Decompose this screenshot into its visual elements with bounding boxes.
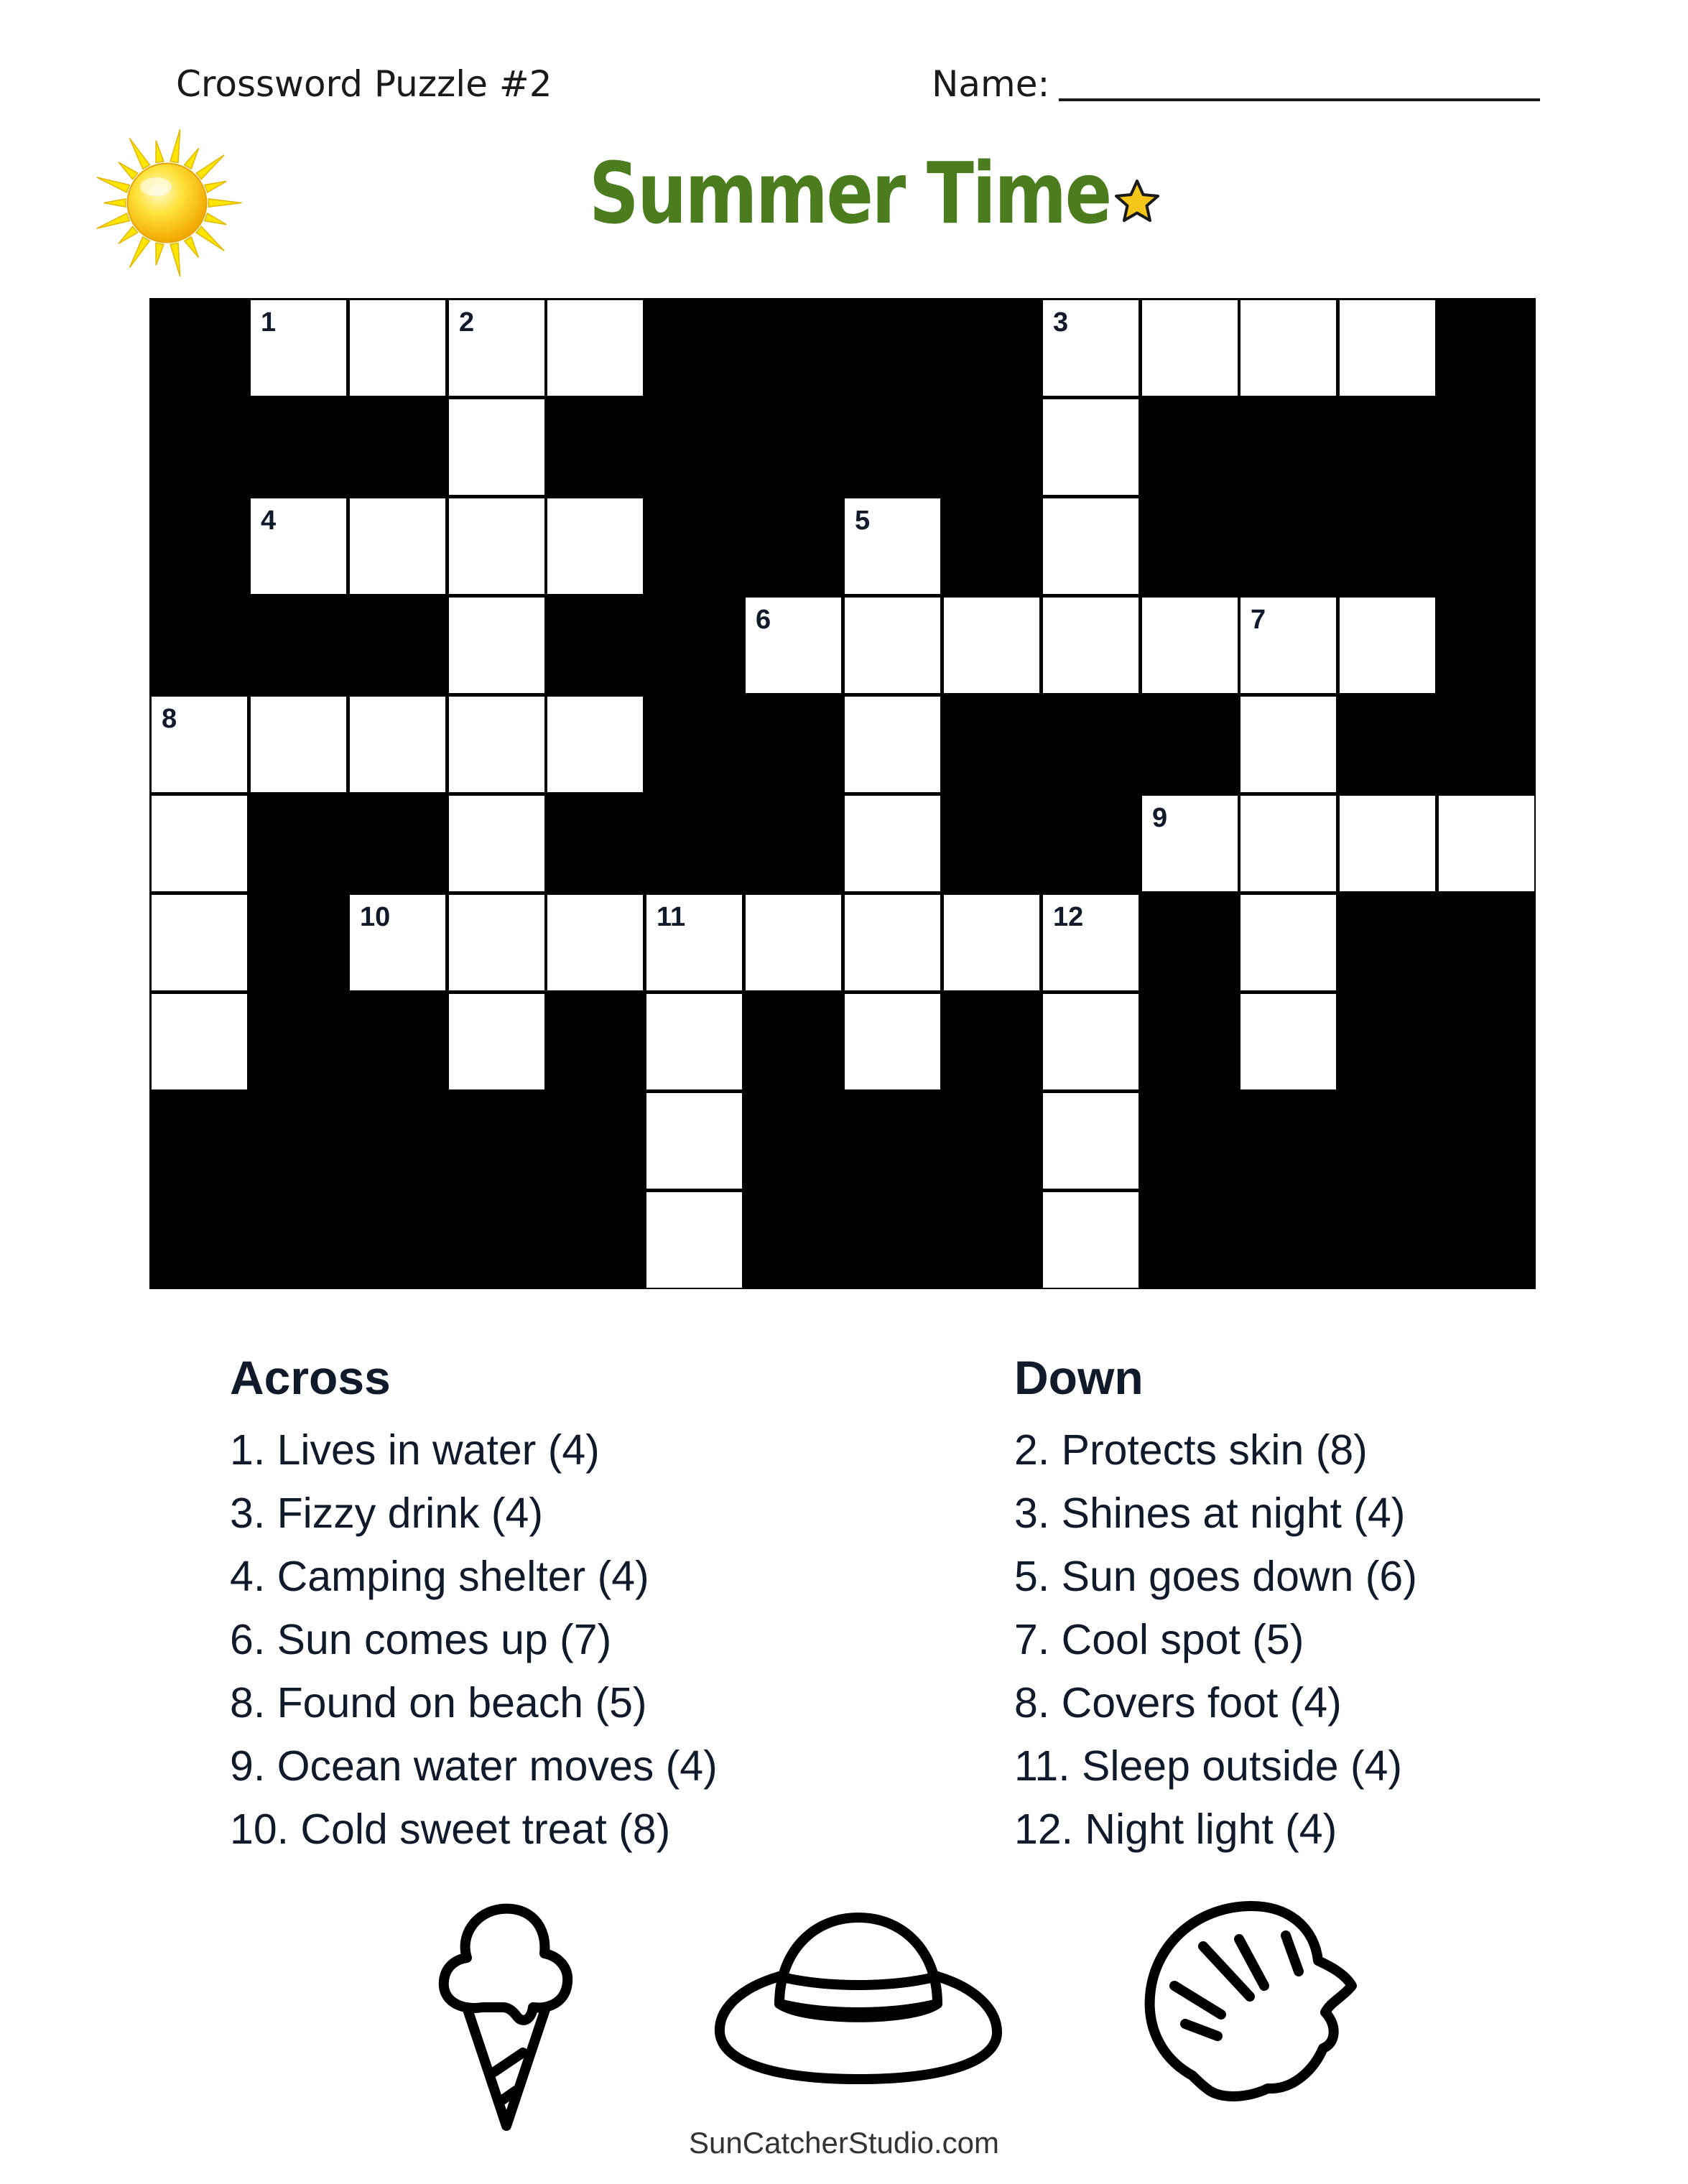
down-clue-list bbox=[1014, 1418, 1417, 1861]
grid-cell[interactable] bbox=[350, 697, 445, 792]
grid-cell[interactable] bbox=[449, 399, 544, 495]
sun-ray bbox=[185, 237, 199, 258]
sun-ray bbox=[205, 213, 226, 225]
grid-cell[interactable] bbox=[1142, 300, 1238, 396]
sun-ray bbox=[196, 155, 224, 180]
seashell-icon bbox=[1142, 1896, 1365, 2111]
clue-number: 11 bbox=[657, 902, 686, 932]
sun-ray bbox=[97, 213, 129, 228]
grid-cell[interactable] bbox=[547, 895, 643, 990]
sun-ray bbox=[130, 237, 150, 268]
grid-cell[interactable] bbox=[547, 300, 643, 396]
across-clue: 1. Lives in water (4) bbox=[230, 1426, 600, 1474]
grid-cell[interactable] bbox=[845, 598, 940, 693]
grid-cell[interactable] bbox=[944, 598, 1039, 693]
clue-number: 1 bbox=[261, 307, 277, 338]
sun-ray bbox=[170, 129, 180, 163]
across-clue: 8. Found on beach (5) bbox=[230, 1679, 647, 1727]
grid-cell[interactable] bbox=[152, 796, 247, 891]
sun-icon bbox=[90, 126, 244, 280]
sun-ray bbox=[119, 162, 138, 180]
sun-ray bbox=[130, 138, 150, 169]
footer-credit[interactable]: SunCatcherStudio.com bbox=[689, 2126, 999, 2160]
grid-cell[interactable] bbox=[1142, 598, 1238, 693]
clue-number: 3 bbox=[1053, 307, 1069, 338]
grid-cell[interactable] bbox=[251, 697, 346, 792]
across-clue: 10. Cold sweet treat (8) bbox=[230, 1806, 671, 1853]
grid-cell[interactable] bbox=[845, 697, 940, 792]
name-label: Name: bbox=[932, 63, 1050, 105]
name-line[interactable] bbox=[1059, 98, 1540, 101]
sun-hat-icon bbox=[711, 1896, 1006, 2090]
grid-cell[interactable] bbox=[251, 300, 346, 396]
grid-cell[interactable] bbox=[449, 697, 544, 792]
sun-ray bbox=[156, 243, 164, 265]
grid-cell[interactable] bbox=[1241, 796, 1336, 891]
clue-number: 12 bbox=[1053, 902, 1084, 932]
grid-cell[interactable] bbox=[350, 300, 445, 396]
crossword-grid bbox=[149, 298, 1536, 1289]
down-clue: 3. Shines at night (4) bbox=[1014, 1490, 1406, 1537]
grid-cell[interactable] bbox=[152, 697, 247, 792]
grid-cell[interactable] bbox=[1043, 994, 1139, 1089]
grid-cell[interactable] bbox=[1142, 796, 1238, 891]
grid-cell[interactable] bbox=[646, 1192, 742, 1288]
grid-cell[interactable] bbox=[251, 498, 346, 594]
grid-cell[interactable] bbox=[1241, 994, 1336, 1089]
clue-number: 5 bbox=[855, 506, 871, 536]
grid-cell[interactable] bbox=[845, 994, 940, 1089]
grid-cell[interactable] bbox=[1043, 598, 1139, 693]
grid-cell[interactable] bbox=[1043, 399, 1139, 495]
grid-cell[interactable] bbox=[845, 895, 940, 990]
star-icon bbox=[1112, 177, 1162, 227]
down-clue: 12. Night light (4) bbox=[1014, 1806, 1337, 1853]
grid-cell[interactable] bbox=[449, 598, 544, 693]
down-clue: 8. Covers foot (4) bbox=[1014, 1679, 1342, 1727]
grid-cell[interactable] bbox=[746, 598, 841, 693]
grid-cell[interactable] bbox=[646, 895, 742, 990]
sun-ray bbox=[97, 177, 129, 192]
grid-cell[interactable] bbox=[646, 1093, 742, 1189]
clue-number: 2 bbox=[459, 307, 475, 338]
sun-ray bbox=[104, 199, 126, 207]
grid-cell[interactable] bbox=[1241, 895, 1336, 990]
grid-cell[interactable] bbox=[1241, 300, 1336, 396]
across-clue: 3. Fizzy drink (4) bbox=[230, 1490, 544, 1537]
grid-cell[interactable] bbox=[746, 895, 841, 990]
clue-number: 6 bbox=[756, 605, 771, 635]
clue-number: 8 bbox=[162, 704, 177, 734]
down-clue: 5. Sun goes down (6) bbox=[1014, 1553, 1417, 1600]
grid-cell[interactable] bbox=[449, 895, 544, 990]
grid-cell[interactable] bbox=[1340, 796, 1435, 891]
across-clue-list bbox=[230, 1418, 718, 1861]
grid-cell[interactable] bbox=[350, 498, 445, 594]
clue-number: 10 bbox=[360, 902, 391, 932]
puzzle-label: Crossword Puzzle #2 bbox=[176, 63, 552, 105]
grid-cell[interactable] bbox=[1043, 498, 1139, 594]
grid-cell[interactable] bbox=[1340, 598, 1435, 693]
page-title: Summer Time bbox=[589, 144, 1110, 243]
grid-cell[interactable] bbox=[944, 895, 1039, 990]
across-clue: 6. Sun comes up (7) bbox=[230, 1616, 612, 1663]
ice-cream-icon bbox=[431, 1896, 582, 2133]
grid-cell[interactable] bbox=[1340, 300, 1435, 396]
grid-cell[interactable] bbox=[152, 895, 247, 990]
grid-cell[interactable] bbox=[1241, 697, 1336, 792]
grid-cell[interactable] bbox=[449, 300, 544, 396]
across-clue: 9. Ocean water moves (4) bbox=[230, 1742, 718, 1790]
sun-ray bbox=[208, 199, 241, 207]
grid-cell[interactable] bbox=[845, 498, 940, 594]
grid-cell[interactable] bbox=[152, 994, 247, 1089]
grid-cell[interactable] bbox=[350, 895, 445, 990]
sun-ray bbox=[156, 141, 164, 163]
grid-cell[interactable] bbox=[1241, 598, 1336, 693]
grid-cell[interactable] bbox=[1043, 1192, 1139, 1288]
down-clue: 2. Protects skin (8) bbox=[1014, 1426, 1368, 1474]
across-heading: Across bbox=[230, 1351, 391, 1404]
grid-cell[interactable] bbox=[1043, 1093, 1139, 1189]
grid-cell[interactable] bbox=[1043, 300, 1139, 396]
grid-cell[interactable] bbox=[449, 994, 544, 1089]
grid-cell[interactable] bbox=[449, 498, 544, 594]
down-heading: Down bbox=[1014, 1351, 1144, 1404]
across-clue: 4. Camping shelter (4) bbox=[230, 1553, 649, 1600]
clue-number: 9 bbox=[1152, 803, 1168, 833]
sun-ray bbox=[119, 226, 138, 243]
grid-cell[interactable] bbox=[646, 994, 742, 1089]
clue-number: 7 bbox=[1251, 605, 1266, 635]
sun-ray bbox=[170, 243, 180, 277]
down-clue: 11. Sleep outside (4) bbox=[1014, 1742, 1403, 1790]
sun-ray bbox=[185, 148, 199, 169]
sun-ray bbox=[205, 181, 226, 192]
clue-number: 4 bbox=[261, 506, 277, 536]
down-clue: 7. Cool spot (5) bbox=[1014, 1616, 1304, 1663]
grid-cell[interactable] bbox=[449, 796, 544, 891]
grid-cell[interactable] bbox=[1439, 796, 1534, 891]
sun-ray bbox=[196, 226, 224, 251]
grid-cell[interactable] bbox=[547, 697, 643, 792]
grid-cell[interactable] bbox=[1043, 895, 1139, 990]
grid-cell[interactable] bbox=[845, 796, 940, 891]
grid-cell[interactable] bbox=[547, 498, 643, 594]
